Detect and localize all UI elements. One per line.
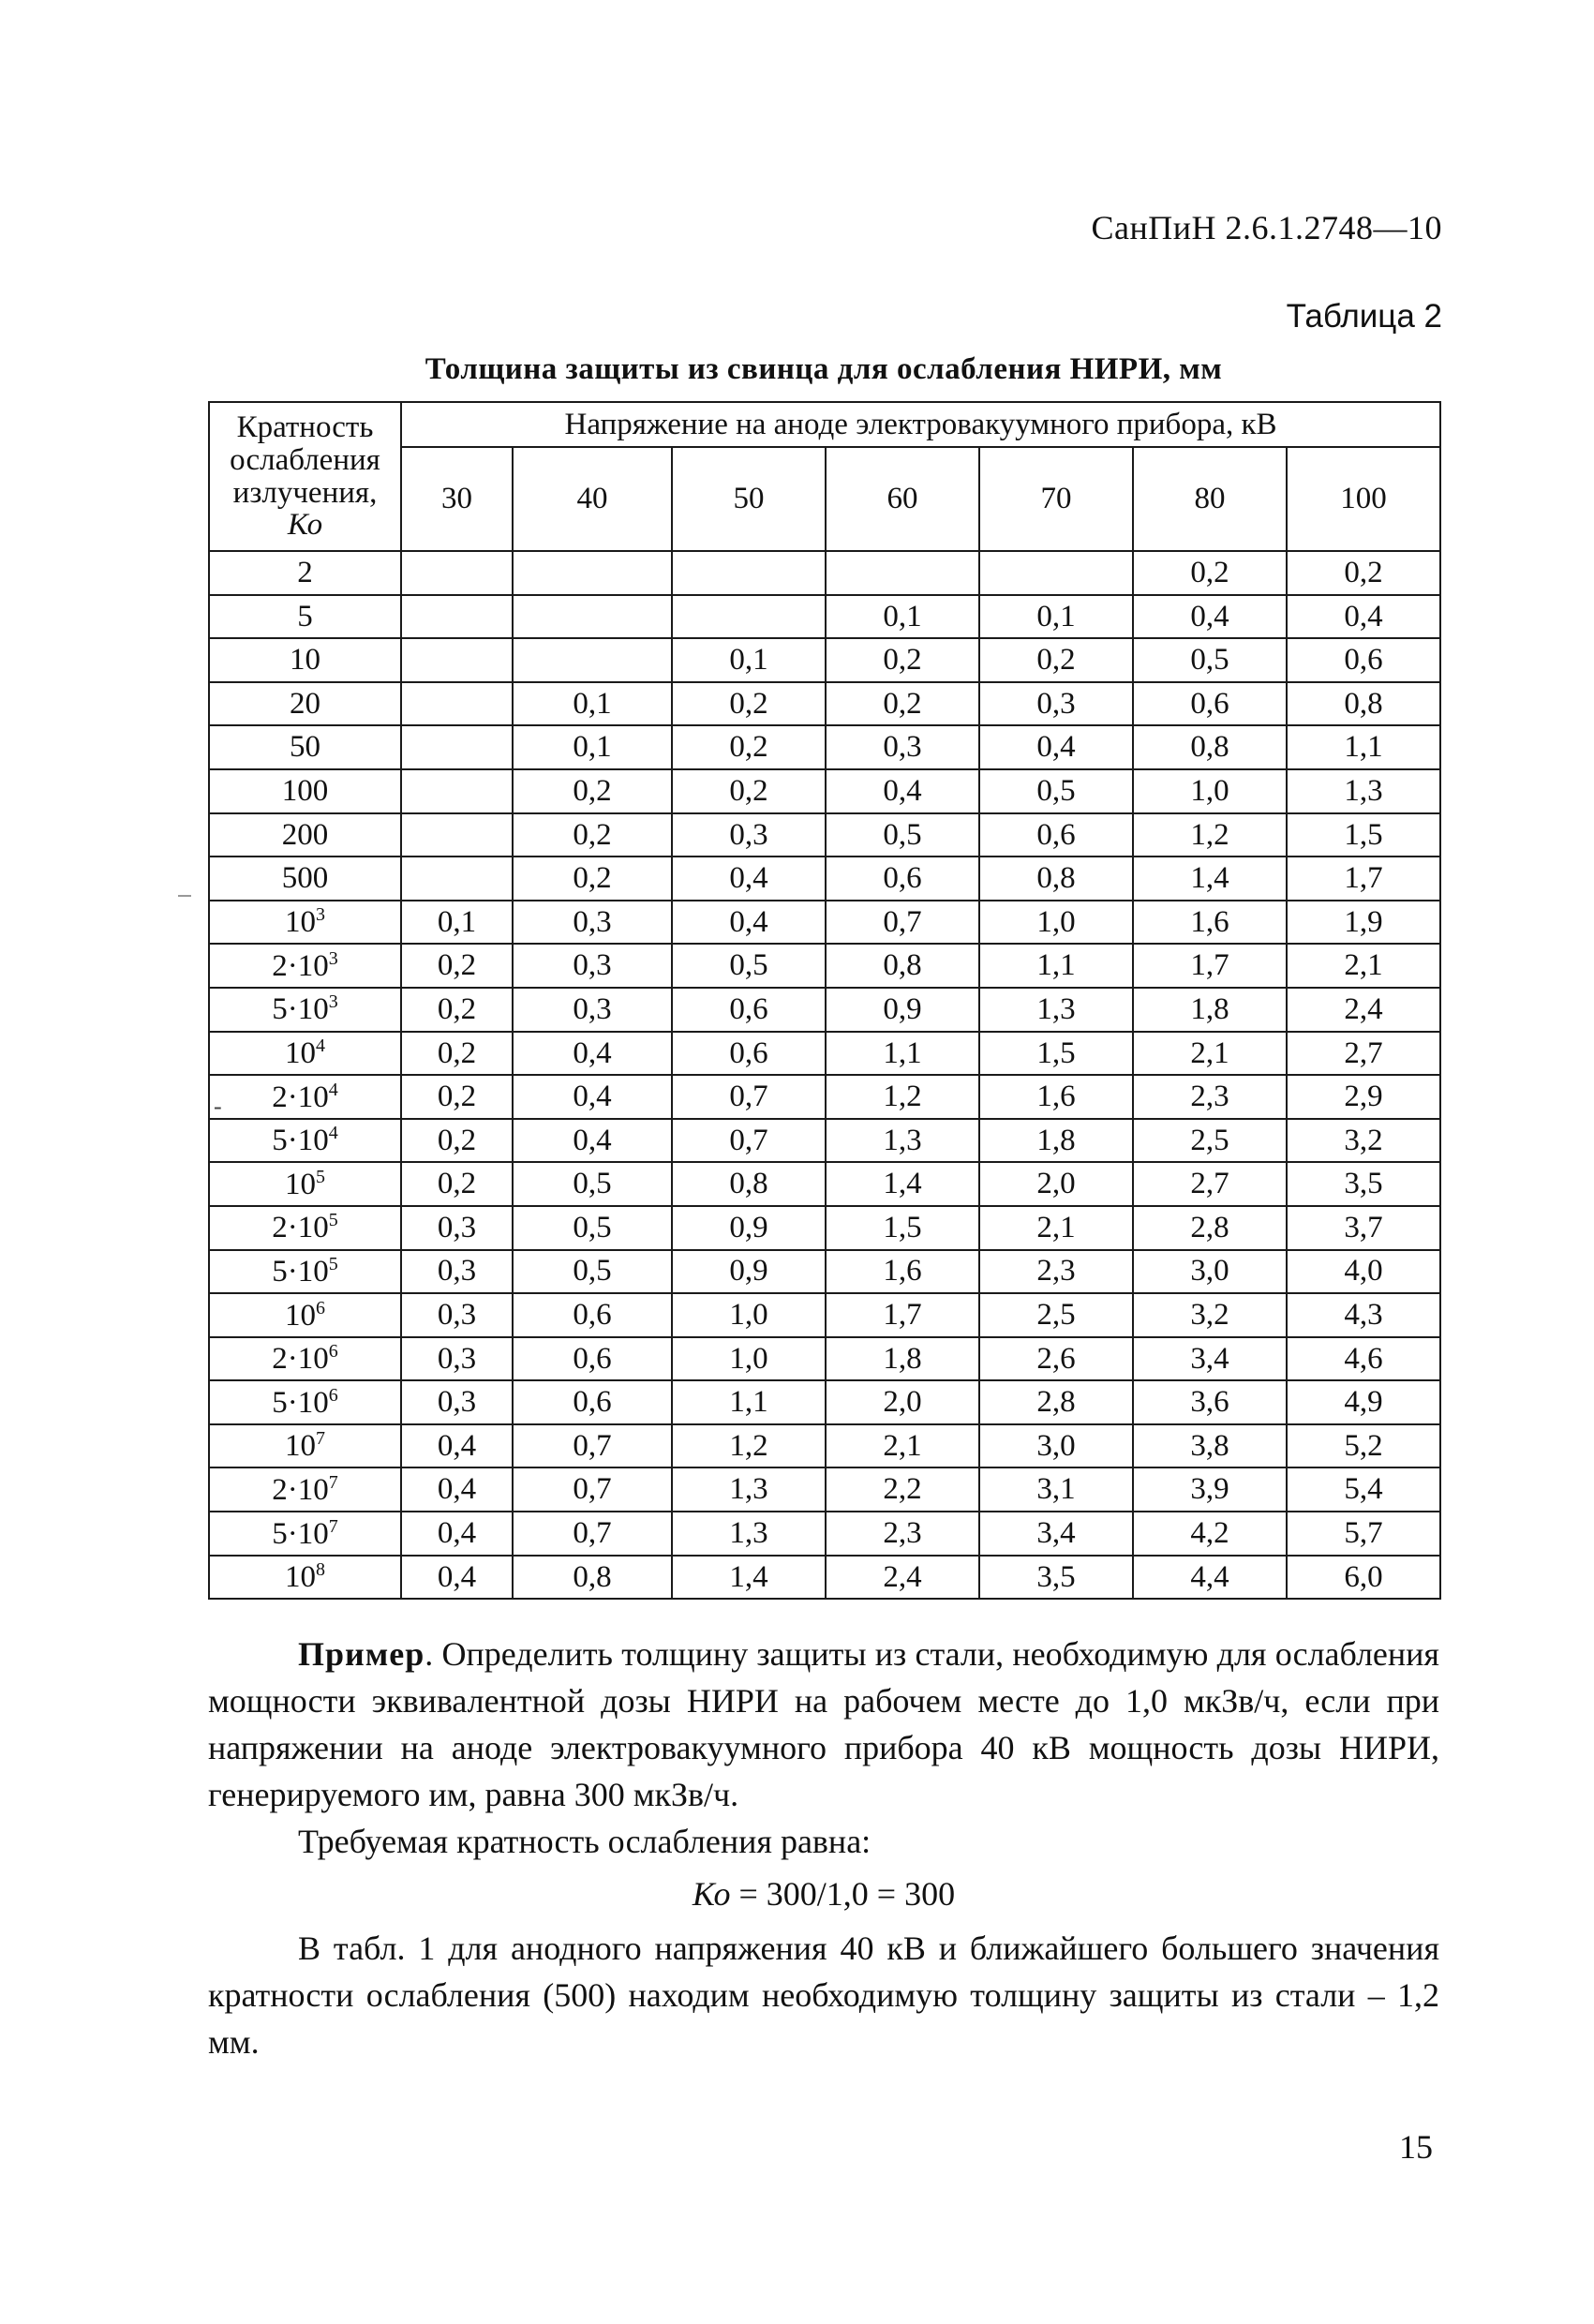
thickness-cell: 3,9: [1133, 1467, 1287, 1512]
thickness-cell: 4,0: [1287, 1250, 1440, 1294]
thickness-cell: 1,4: [1133, 857, 1287, 901]
thickness-cell: 1,3: [1287, 769, 1440, 813]
thickness-cell: 2,4: [1287, 988, 1440, 1032]
thickness-cell: 1,0: [672, 1337, 826, 1381]
table-row: [209, 769, 1440, 813]
thickness-cell: [513, 638, 672, 682]
factor-mantissa: 2·: [272, 948, 298, 983]
table-row: [209, 1424, 1440, 1468]
row-header: [209, 402, 401, 551]
thickness-cell: 0,8: [513, 1556, 672, 1600]
table-row: [209, 1119, 1440, 1163]
thickness-cell: 0,5: [513, 1162, 672, 1206]
thickness-cell: 0,5: [513, 1206, 672, 1250]
thickness-cell: 2,0: [826, 1380, 979, 1424]
table-row: [209, 944, 1440, 988]
table-row: [209, 901, 1440, 945]
factor-exponent: 8: [316, 1559, 325, 1581]
factor-exponent: 6: [316, 1297, 325, 1318]
scan-margin-mark: [178, 895, 191, 897]
attenuation-factor-cell: [209, 1380, 401, 1424]
thickness-cell: 0,4: [401, 1467, 513, 1512]
thickness-cell: 1,7: [1133, 944, 1287, 988]
thickness-cell: 3,5: [979, 1556, 1133, 1600]
thickness-cell: 0,5: [979, 769, 1133, 813]
attenuation-factor-cell: 200: [209, 813, 401, 857]
thickness-cell: 1,2: [826, 1075, 979, 1119]
thickness-cell: 0,2: [1287, 551, 1440, 595]
thickness-cell: 0,3: [672, 813, 826, 857]
thickness-cell: 1,4: [826, 1162, 979, 1206]
thickness-cell: 0,2: [513, 769, 672, 813]
voltage-header: Напряжение на аноде электровакуумного прибора, кВ: [401, 402, 1440, 447]
attenuation-factor-cell: 5: [209, 595, 401, 639]
factor-exponent: 6: [328, 1341, 338, 1363]
example-section: [208, 1631, 1439, 2065]
thickness-cell: 6,0: [1287, 1556, 1440, 1600]
thickness-cell: 0,6: [979, 813, 1133, 857]
thickness-cell: 0,8: [1133, 725, 1287, 769]
thickness-cell: 0,2: [401, 944, 513, 988]
thickness-cell: 0,2: [401, 1032, 513, 1076]
thickness-cell: 0,2: [401, 988, 513, 1032]
factor-exponent: 7: [328, 1515, 338, 1537]
formula-symbol: Ко: [692, 1875, 731, 1913]
voltage-column: 60: [826, 447, 979, 551]
thickness-cell: 2,8: [1133, 1206, 1287, 1250]
attenuation-factor-cell: [209, 901, 401, 945]
factor-mantissa: 2·: [272, 1342, 298, 1377]
thickness-cell: 5,7: [1287, 1512, 1440, 1556]
table-row: [209, 1250, 1440, 1294]
thickness-cell: 1,8: [1133, 988, 1287, 1032]
formula-value: = 300/1,0 = 300: [730, 1875, 956, 1913]
thickness-cell: 3,5: [1287, 1162, 1440, 1206]
thickness-cell: 0,4: [513, 1032, 672, 1076]
factor-base: 10: [285, 1167, 316, 1201]
formula: [208, 1870, 1439, 1917]
thickness-cell: 0,7: [513, 1467, 672, 1512]
thickness-cell: 1,2: [1133, 813, 1287, 857]
thickness-cell: 0,2: [979, 638, 1133, 682]
thickness-cell: 0,3: [401, 1293, 513, 1337]
thickness-cell: 2,1: [1287, 944, 1440, 988]
example-paragraph: В табл. 1 для анодного напряжения 40 кВ и ближайшего большего значения кратности ослабления (500) находим необходимую толщину защиты из стали – 1,2 мм.: [208, 1929, 1439, 2061]
thickness-cell: 3,4: [979, 1512, 1133, 1556]
table-row: [209, 551, 1440, 595]
thickness-cell: 2,1: [1133, 1032, 1287, 1076]
thickness-cell: 0,3: [513, 988, 672, 1032]
thickness-cell: [513, 595, 672, 639]
attenuation-factor-cell: 100: [209, 769, 401, 813]
factor-base: 10: [285, 1560, 316, 1595]
attenuation-factor-cell: [209, 988, 401, 1032]
thickness-cell: 0,2: [1133, 551, 1287, 595]
thickness-cell: 0,4: [979, 725, 1133, 769]
thickness-cell: 3,7: [1287, 1206, 1440, 1250]
page-number: 15: [1399, 2128, 1433, 2166]
attenuation-factor-cell: [209, 1206, 401, 1250]
thickness-cell: 0,5: [513, 1250, 672, 1294]
thickness-cell: 0,3: [979, 682, 1133, 726]
thickness-cell: [401, 551, 513, 595]
factor-exponent: 4: [328, 1079, 338, 1100]
thickness-cell: 2,2: [826, 1467, 979, 1512]
thickness-cell: 0,6: [1287, 638, 1440, 682]
thickness-cell: 0,3: [401, 1206, 513, 1250]
attenuation-factor-cell: 10: [209, 638, 401, 682]
row-header-line: ослабления: [230, 442, 380, 477]
thickness-cell: 0,4: [672, 857, 826, 901]
example-text: . Определить толщину защиты из стали, необходимую для ослабления мощности эквивалентной дозы НИРИ на рабочем месте до 1,0 мкЗв/ч, если при напряжении на аноде электровакуумного прибора 40 кВ мощность дозы НИРИ, генерируемого им, равна 300 мкЗв/ч.: [208, 1635, 1439, 1813]
thickness-cell: 2,7: [1287, 1032, 1440, 1076]
thickness-cell: 4,4: [1133, 1556, 1287, 1600]
factor-mantissa: 2·: [272, 1211, 298, 1245]
thickness-cell: 0,7: [672, 1119, 826, 1163]
factor-exponent: 5: [328, 1253, 338, 1274]
factor-exponent: 3: [328, 947, 338, 969]
factor-base: 10: [285, 1429, 316, 1464]
thickness-cell: 3,1: [979, 1467, 1133, 1512]
attenuation-factor-cell: [209, 1467, 401, 1512]
voltage-column: 50: [672, 447, 826, 551]
factor-exponent: 5: [316, 1166, 325, 1187]
thickness-cell: 0,2: [672, 769, 826, 813]
thickness-cell: 1,3: [979, 988, 1133, 1032]
thickness-cell: 1,0: [1133, 769, 1287, 813]
thickness-cell: 0,8: [979, 857, 1133, 901]
table-row: [209, 1337, 1440, 1381]
factor-mantissa: 2·: [272, 1080, 298, 1114]
factor-mantissa: 5·: [272, 1124, 298, 1158]
voltage-column: 30: [401, 447, 513, 551]
thickness-cell: 0,1: [672, 638, 826, 682]
thickness-cell: 3,2: [1133, 1293, 1287, 1337]
thickness-cell: 0,3: [826, 725, 979, 769]
factor-exponent: 5: [328, 1210, 338, 1231]
thickness-cell: 0,8: [1287, 682, 1440, 726]
thickness-cell: 1,1: [826, 1032, 979, 1076]
thickness-cell: 2,1: [979, 1206, 1133, 1250]
thickness-cell: 1,5: [979, 1032, 1133, 1076]
thickness-cell: 0,3: [401, 1380, 513, 1424]
attenuation-factor-cell: 20: [209, 682, 401, 726]
factor-base: 10: [297, 1342, 329, 1377]
thickness-cell: 2,1: [826, 1424, 979, 1468]
table-row: [209, 1380, 1440, 1424]
thickness-cell: [401, 595, 513, 639]
factor-exponent: 3: [316, 904, 325, 926]
thickness-cell: 5,2: [1287, 1424, 1440, 1468]
thickness-cell: 0,2: [401, 1119, 513, 1163]
thickness-cell: 3,8: [1133, 1424, 1287, 1468]
table-row: [209, 988, 1440, 1032]
shielding-table: [208, 401, 1441, 1600]
thickness-cell: 0,8: [826, 944, 979, 988]
thickness-cell: 0,1: [513, 682, 672, 726]
thickness-cell: 1,3: [672, 1467, 826, 1512]
attenuation-factor-cell: [209, 1162, 401, 1206]
thickness-cell: 0,4: [401, 1556, 513, 1600]
thickness-cell: 1,5: [1287, 813, 1440, 857]
factor-base: 10: [297, 948, 329, 983]
attenuation-factor-cell: [209, 1075, 401, 1119]
thickness-cell: 1,5: [826, 1206, 979, 1250]
thickness-cell: 0,4: [1133, 595, 1287, 639]
thickness-cell: 3,4: [1133, 1337, 1287, 1381]
thickness-cell: 2,7: [1133, 1162, 1287, 1206]
attenuation-factor-cell: 50: [209, 725, 401, 769]
thickness-cell: 3,0: [1133, 1250, 1287, 1294]
thickness-cell: 1,6: [1133, 901, 1287, 945]
factor-base: 10: [285, 1036, 316, 1070]
thickness-cell: 0,4: [672, 901, 826, 945]
thickness-cell: 2,6: [979, 1337, 1133, 1381]
thickness-cell: 2,5: [979, 1293, 1133, 1337]
table-row: [209, 725, 1440, 769]
example-paragraph: [208, 1631, 1439, 1818]
table-row: [209, 1032, 1440, 1076]
thickness-cell: 0,2: [513, 857, 672, 901]
thickness-cell: 1,8: [979, 1119, 1133, 1163]
thickness-cell: 4,6: [1287, 1337, 1440, 1381]
row-header-line: излучения,: [232, 475, 378, 510]
thickness-cell: 0,4: [513, 1075, 672, 1119]
thickness-cell: [401, 638, 513, 682]
thickness-cell: 2,3: [826, 1512, 979, 1556]
thickness-cell: 4,9: [1287, 1380, 1440, 1424]
thickness-cell: 2,4: [826, 1556, 979, 1600]
factor-exponent: 4: [316, 1035, 325, 1056]
thickness-cell: 0,2: [826, 638, 979, 682]
thickness-cell: 5,4: [1287, 1467, 1440, 1512]
thickness-cell: 2,9: [1287, 1075, 1440, 1119]
thickness-cell: 1,1: [1287, 725, 1440, 769]
thickness-cell: 0,2: [513, 813, 672, 857]
thickness-cell: 0,6: [826, 857, 979, 901]
thickness-cell: [401, 769, 513, 813]
thickness-cell: 3,2: [1287, 1119, 1440, 1163]
factor-base: 10: [285, 1298, 316, 1333]
table-label: Таблица 2: [1286, 298, 1442, 335]
thickness-cell: 0,3: [401, 1337, 513, 1381]
factor-base: 10: [297, 1211, 329, 1245]
thickness-cell: 1,6: [826, 1250, 979, 1294]
factor-base: 10: [297, 1472, 329, 1507]
thickness-cell: 1,1: [979, 944, 1133, 988]
voltage-column: 70: [979, 447, 1133, 551]
thickness-cell: [401, 725, 513, 769]
factor-exponent: 3: [328, 991, 338, 1013]
thickness-cell: 1,7: [826, 1293, 979, 1337]
thickness-cell: 1,3: [826, 1119, 979, 1163]
voltage-column: 100: [1287, 447, 1440, 551]
thickness-cell: 0,2: [672, 682, 826, 726]
thickness-cell: 0,5: [826, 813, 979, 857]
thickness-cell: 0,3: [401, 1250, 513, 1294]
table-row: [209, 857, 1440, 901]
table-row: [209, 1206, 1440, 1250]
thickness-cell: 1,7: [1287, 857, 1440, 901]
thickness-cell: 0,9: [672, 1206, 826, 1250]
factor-exponent: 7: [316, 1428, 325, 1450]
table-row: [209, 682, 1440, 726]
thickness-cell: 0,4: [401, 1512, 513, 1556]
row-header-line: Кратность: [236, 410, 374, 445]
attenuation-factor-cell: [209, 1119, 401, 1163]
factor-mantissa: 5·: [272, 1385, 298, 1420]
thickness-cell: 0,4: [826, 769, 979, 813]
factor-exponent: 4: [328, 1123, 338, 1144]
thickness-cell: 0,6: [672, 1032, 826, 1076]
table-row: [209, 638, 1440, 682]
voltage-column: 40: [513, 447, 672, 551]
thickness-cell: 3,0: [979, 1424, 1133, 1468]
voltage-column: 80: [1133, 447, 1287, 551]
thickness-cell: 0,9: [672, 1250, 826, 1294]
thickness-cell: 0,6: [513, 1293, 672, 1337]
attenuation-factor-cell: [209, 1250, 401, 1294]
example-paragraph: Требуемая кратность ослабления равна:: [298, 1823, 871, 1860]
thickness-cell: 0,7: [672, 1075, 826, 1119]
table-row: [209, 1162, 1440, 1206]
attenuation-factor-cell: [209, 1424, 401, 1468]
factor-mantissa: 5·: [272, 992, 298, 1027]
thickness-cell: 0,7: [826, 901, 979, 945]
thickness-cell: 0,5: [1133, 638, 1287, 682]
attenuation-factor-cell: 2: [209, 551, 401, 595]
attenuation-factor-cell: [209, 944, 401, 988]
thickness-cell: 0,9: [826, 988, 979, 1032]
thickness-cell: 0,4: [513, 1119, 672, 1163]
thickness-cell: [513, 551, 672, 595]
thickness-cell: 0,8: [672, 1162, 826, 1206]
thickness-cell: 1,2: [672, 1424, 826, 1468]
factor-base: 10: [297, 1254, 329, 1289]
thickness-cell: 2,5: [1133, 1119, 1287, 1163]
thickness-cell: 4,2: [1133, 1512, 1287, 1556]
attenuation-factor-cell: [209, 1556, 401, 1600]
thickness-cell: 1,1: [672, 1380, 826, 1424]
thickness-cell: 0,1: [513, 725, 672, 769]
thickness-cell: 0,4: [401, 1424, 513, 1468]
row-header-symbol: Ко: [287, 508, 323, 543]
factor-base: 10: [297, 1516, 329, 1551]
thickness-cell: 0,1: [979, 595, 1133, 639]
thickness-cell: 0,2: [672, 725, 826, 769]
factor-base: 10: [297, 1385, 329, 1420]
thickness-cell: 0,2: [401, 1162, 513, 1206]
thickness-cell: 0,1: [826, 595, 979, 639]
factor-base: 10: [297, 992, 329, 1027]
thickness-cell: [672, 551, 826, 595]
thickness-cell: 1,3: [672, 1512, 826, 1556]
thickness-cell: [672, 595, 826, 639]
table-row: [209, 1075, 1440, 1119]
thickness-cell: 0,2: [826, 682, 979, 726]
thickness-cell: [401, 682, 513, 726]
attenuation-factor-cell: 500: [209, 857, 401, 901]
thickness-cell: [826, 551, 979, 595]
thickness-cell: 0,6: [672, 988, 826, 1032]
table-row: [209, 813, 1440, 857]
factor-base: 10: [285, 905, 316, 940]
table-row: [209, 1293, 1440, 1337]
factor-base: 10: [297, 1124, 329, 1158]
thickness-cell: 0,6: [513, 1380, 672, 1424]
thickness-cell: [401, 857, 513, 901]
thickness-cell: 2,3: [1133, 1075, 1287, 1119]
document-code: СанПиН 2.6.1.2748—10: [1091, 209, 1442, 246]
thickness-cell: 2,8: [979, 1380, 1133, 1424]
attenuation-factor-cell: [209, 1293, 401, 1337]
factor-base: 10: [297, 1080, 329, 1114]
thickness-cell: 0,3: [513, 901, 672, 945]
table-row: [209, 1556, 1440, 1600]
factor-mantissa: 5·: [272, 1254, 298, 1289]
thickness-cell: 0,6: [513, 1337, 672, 1381]
thickness-cell: [979, 551, 1133, 595]
thickness-cell: 2,0: [979, 1162, 1133, 1206]
thickness-cell: 1,8: [826, 1337, 979, 1381]
attenuation-factor-cell: [209, 1512, 401, 1556]
table-row: [209, 1512, 1440, 1556]
thickness-cell: 1,0: [672, 1293, 826, 1337]
thickness-cell: 0,2: [401, 1075, 513, 1119]
attenuation-factor-cell: [209, 1032, 401, 1076]
factor-exponent: 7: [328, 1471, 338, 1493]
table-row: [209, 595, 1440, 639]
thickness-cell: 1,6: [979, 1075, 1133, 1119]
table-body: [209, 551, 1440, 1599]
thickness-cell: 0,6: [1133, 682, 1287, 726]
thickness-cell: 1,0: [979, 901, 1133, 945]
factor-mantissa: 5·: [272, 1516, 298, 1551]
example-lead: Пример: [298, 1635, 425, 1673]
table-row: [209, 1467, 1440, 1512]
thickness-cell: 0,3: [513, 944, 672, 988]
attenuation-factor-cell: [209, 1337, 401, 1381]
thickness-cell: [401, 813, 513, 857]
stray-mark: -: [214, 1093, 222, 1120]
thickness-cell: 3,6: [1133, 1380, 1287, 1424]
factor-mantissa: 2·: [272, 1472, 298, 1507]
thickness-cell: 0,1: [401, 901, 513, 945]
thickness-cell: 0,4: [1287, 595, 1440, 639]
factor-exponent: 6: [328, 1384, 338, 1406]
thickness-cell: 0,7: [513, 1424, 672, 1468]
thickness-cell: 4,3: [1287, 1293, 1440, 1337]
thickness-cell: 0,7: [513, 1512, 672, 1556]
thickness-cell: 0,5: [672, 944, 826, 988]
thickness-cell: 1,9: [1287, 901, 1440, 945]
thickness-cell: 2,3: [979, 1250, 1133, 1294]
table-title: Толщина защиты из свинца для ослабления НИРИ, мм: [425, 352, 1223, 386]
thickness-cell: 1,4: [672, 1556, 826, 1600]
